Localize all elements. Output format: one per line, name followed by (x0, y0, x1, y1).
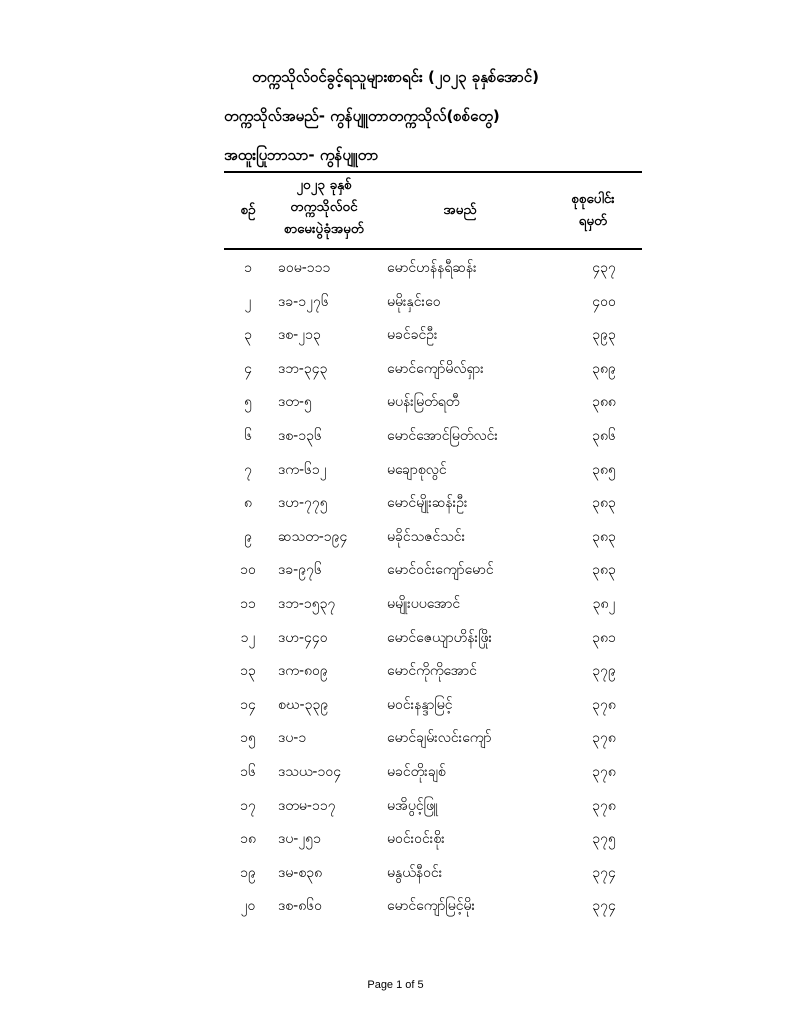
table-row (0, 560, 791, 594)
cell-student-name: မပန်းမြတ်ရတီ (387, 394, 460, 411)
cell-exam-id: ဒတ-၅ (278, 394, 312, 411)
cell-serial-no: ၁၀ (240, 562, 256, 579)
cell-total-marks: ၃၇၈ (592, 696, 616, 713)
cell-total-marks: ၃၈၃ (592, 495, 616, 512)
cell-total-marks: ၃၇၈ (592, 797, 616, 814)
cell-total-marks: ၃၇၅ (592, 831, 616, 848)
table-row (0, 292, 791, 326)
cell-total-marks: ၃၈၉ (592, 360, 616, 377)
cell-exam-id: စဃ-၃၃၉ (278, 696, 329, 713)
cell-exam-id: ဒပ-၁ (278, 730, 307, 747)
header-exam-id-line1: ၂၀၂၃ ခုနှစ် (296, 177, 352, 193)
cell-serial-no: ၁၃ (240, 663, 256, 680)
cell-total-marks: ၃၈၃ (592, 528, 616, 545)
cell-student-name: မောင်အောင်မြတ်လင်း (387, 427, 498, 444)
table-row (0, 829, 791, 863)
cell-exam-id: ဒက-၈၀၉ (278, 663, 328, 680)
table-row (0, 325, 791, 359)
cell-student-name: မောင်ကိုကိုအောင် (387, 663, 477, 680)
cell-exam-id: ဒဟ-၄၄၀ (278, 629, 328, 646)
cell-student-name: မဝင်းဝင်းစိုး (387, 831, 445, 848)
cell-student-name: မောင်မျိုးဆန်းဦး (387, 495, 468, 512)
cell-total-marks: ၃၇၄ (592, 864, 616, 881)
header-marks-line2: ရမှတ် (578, 213, 608, 229)
header-exam-id-line3: စာမေးပွဲခုံအမှတ် (283, 221, 365, 237)
cell-serial-no: ၇ (244, 461, 252, 478)
cell-total-marks: ၄၀၀ (592, 293, 616, 310)
cell-total-marks: ၃၇၄ (592, 898, 616, 915)
table-row (0, 896, 791, 930)
cell-exam-id: ဒစ-၂၁၃ (278, 327, 321, 344)
cell-serial-no: ၁ (244, 260, 252, 276)
cell-student-name: မောင်ကျော်မိလ်ရှား (387, 360, 484, 377)
cell-exam-id: ဒတမ-၁၁၇ (278, 797, 336, 814)
table-row (0, 728, 791, 762)
cell-student-name: မချောစုလွင် (387, 461, 447, 478)
page-number: Page 1 of 5 (367, 979, 424, 991)
header-marks-line1: စုစုပေါင်း (571, 191, 615, 207)
table-row (0, 460, 791, 494)
cell-student-name: မောင်ဟန်နရီဆန်း (387, 260, 477, 276)
cell-serial-no: ၁၇ (240, 797, 256, 814)
table-row (0, 762, 791, 796)
cell-serial-no: ၁၂ (240, 629, 256, 646)
table-row (0, 695, 791, 729)
header-exam-id (268, 174, 380, 240)
cell-serial-no: ၈ (244, 495, 252, 512)
table-row (0, 493, 791, 527)
cell-serial-no: ၁၉ (240, 864, 256, 881)
cell-serial-no: ၉ (244, 528, 252, 545)
table-top-rule (224, 171, 642, 173)
cell-total-marks: ၃၈၃ (592, 562, 616, 579)
table-row (0, 796, 791, 830)
cell-student-name: မောင်ကျော်မြင့်မိုး (387, 898, 476, 915)
cell-exam-id: ဒစ-၁၃၆ (278, 427, 322, 444)
table-row (0, 359, 791, 393)
cell-student-name: မအိပွင့်ဖြူ (387, 797, 438, 814)
document-title: တက္ကသိုလ်ဝင်ခွင့်ရသူများစာရင်း (၂၀၂၃ ခုနှစ်အောင်) (252, 68, 539, 86)
cell-total-marks: ၄၃၇ (592, 260, 616, 276)
cell-student-name: မောင်ဝင်းကျော်မောင် (387, 562, 494, 579)
cell-serial-no: ၂ (244, 293, 252, 310)
table-row (0, 594, 791, 628)
cell-total-marks: ၃၈၆ (592, 427, 616, 444)
cell-exam-id: ဒခ-၉၇၆ (278, 562, 322, 579)
university-name: တက္ကသိုလ်အမည်- ကွန်ပျူတာတက္ကသိုလ်(စစ်တွေ) (224, 107, 500, 125)
table-row (0, 628, 791, 662)
cell-serial-no: ၁၆ (240, 763, 256, 780)
cell-serial-no: ၁၄ (240, 696, 256, 713)
table-header-rule (224, 248, 642, 250)
cell-total-marks: ၃၉၃ (592, 327, 616, 344)
table-row (0, 426, 791, 460)
cell-total-marks: ၃၇၈ (592, 730, 616, 747)
cell-student-name: မမိုးနှင်းဝေ (387, 293, 441, 310)
table-row (0, 392, 791, 426)
header-exam-id-line2: တက္ကသိုလ်ဝင် (290, 199, 358, 215)
cell-exam-id: ဒမ-စ၃၈ (278, 864, 323, 881)
cell-total-marks: ၃၈၁ (592, 629, 616, 646)
cell-exam-id: ဒက-၆၁၂ (278, 461, 327, 478)
cell-serial-no: ၃ (244, 327, 252, 344)
cell-exam-id: ခဝမ-၁၁၁ (278, 260, 331, 276)
major-subject: အထူးပြုဘာသာ- ကွန်ပျူတာ (224, 146, 379, 164)
cell-exam-id: ဒဟ-၇၇၅ (278, 495, 328, 512)
cell-exam-id: ဒသယ-၁၀၄ (278, 763, 342, 780)
cell-serial-no: ၅ (244, 394, 252, 411)
header-serial-no: စဉ် (240, 202, 256, 218)
table-row (0, 661, 791, 695)
cell-serial-no: ၁၈ (240, 831, 256, 848)
cell-exam-id: ဒခ-၁၂၇၆ (278, 293, 329, 310)
table-row (0, 258, 791, 292)
cell-total-marks: ၃၈၅ (592, 461, 616, 478)
table-row (0, 527, 791, 561)
cell-student-name: မောင်ဇေယျာဟိန်းဖြိုး (387, 629, 493, 646)
cell-student-name: မနွယ်နီဝင်း (387, 864, 443, 881)
cell-serial-no: ၂၀ (240, 898, 256, 915)
header-name: အမည် (443, 202, 477, 218)
cell-serial-no: ၁၅ (240, 730, 256, 747)
cell-exam-id: ဒဘ-၃၄၃ (278, 360, 328, 377)
cell-serial-no: ၁၁ (240, 595, 256, 612)
cell-serial-no: ၆ (244, 427, 252, 444)
cell-exam-id: ဒပ-၂၅၁ (278, 831, 321, 848)
cell-total-marks: ၃၇၉ (592, 663, 616, 680)
cell-exam-id: ဒစ-၈၆၀ (278, 898, 322, 915)
cell-student-name: မဝင်းနန္ဒာမြင့် (387, 696, 453, 713)
table-row (0, 863, 791, 897)
cell-student-name: မခိုင်သဇင်သင်း (387, 528, 466, 545)
cell-total-marks: ၃၈၈ (592, 394, 616, 411)
cell-serial-no: ၄ (244, 360, 252, 377)
header-total-marks (548, 188, 638, 232)
cell-exam-id: ဒဘ-၁၅၃၇ (278, 595, 336, 612)
cell-total-marks: ၃၇၈ (592, 763, 616, 780)
cell-student-name: မမျိုးပပအောင် (387, 595, 461, 612)
cell-exam-id: ဆသတ-၁၉၄ (278, 528, 348, 545)
cell-student-name: မခင်တိုးချစ် (387, 763, 446, 780)
cell-total-marks: ၃၈၂ (592, 595, 616, 612)
cell-student-name: မခင်ခင်ဦး (387, 327, 438, 344)
cell-student-name: မောင်ချမ်းလင်းကျော် (387, 730, 492, 747)
table-body (0, 258, 791, 930)
